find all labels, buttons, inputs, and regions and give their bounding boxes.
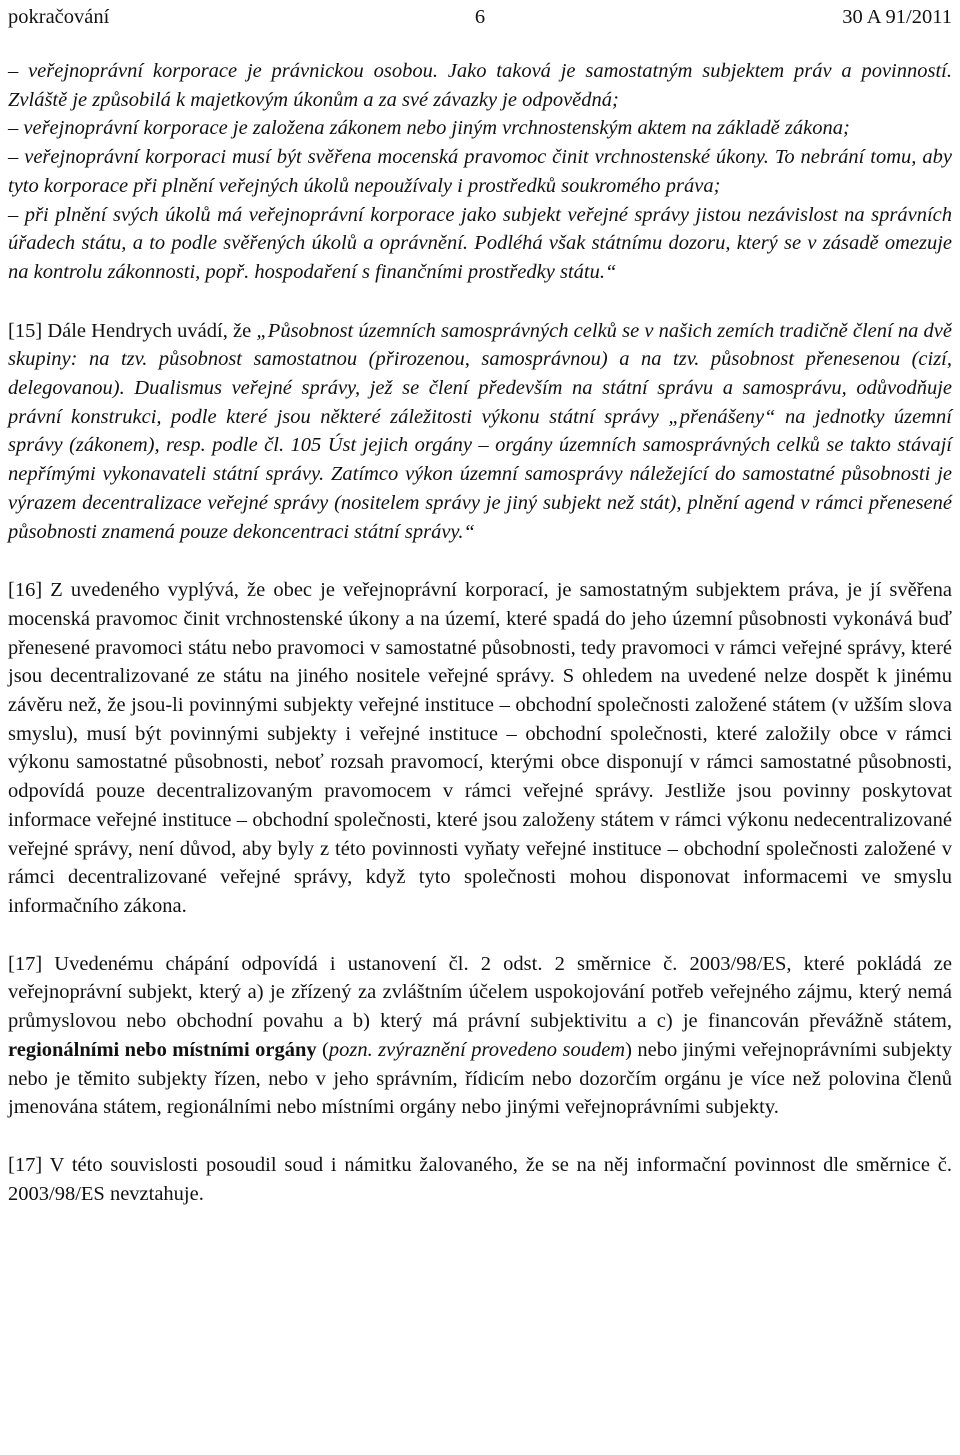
quote-item-4: – při plnění svých úkolů má veřejnoprávní korporace jako subjekt veřejné správy jistou nezávislost na správních úřadech státu, a to podle svěřených úkolů a oprávnění. Podléhá však státnímu dozoru, který se v zásadě omezuje na kontrolu zákonnosti, popř. hospodaření s finančními prostředky státu.“	[8, 203, 952, 283]
quote-item-1: – veřejnoprávní korporace je právnickou osobou. Jako taková je samostatným subjektem práv a povinností. Zvláště je způsobilá k majetkovým úkonům a za své závazky je odpovědná;	[8, 60, 952, 111]
page-header	[8, 2, 952, 32]
paragraph-17a-text-2: (	[316, 1038, 329, 1061]
paragraph-15	[8, 317, 952, 547]
paragraph-17a-court-note: pozn. zvýraznění provedeno soudem	[328, 1038, 626, 1061]
paragraph-15-intro: [15] Dále Hendrych uvádí, že	[8, 319, 257, 342]
paragraph-17b: [17] V této souvislosti posoudil soud i námitku žalovaného, že se na něj informační povinnost dle směrnice č. 2003/98/ES nevztahuje.	[8, 1153, 952, 1205]
paragraph-15-quote: „Působnost územních samosprávných celků se v našich zemích tradičně člení na dvě skupiny: na tzv. působnost samostatnou (přirozenou, samosprávnou) a na tzv. působnost přenesenou (cizí, delegovanou). Dualismus veřejné správy, jež se člení především na státní správu a samosprávu, odůvodňuje právní konstrukci, podle které jsou některé záležitosti výkonu státní správy „přenášeny“ na jednotky územní správy (zákonem), resp. podle čl. 105 Úst jejich orgány – orgány územních samosprávných celků se takto stávají nepřímými vykonavateli státní správy. Zatímco výkon územní samosprávy náležející do samostatné působnosti je výrazem decentralizace veřejné správy (nositelem správy je jiný subjekt než stát), plnění agend v rámci přenesené působnosti znamená pouze dekoncentraci státní správy.“	[8, 319, 952, 543]
case-number: 30 A 91/2011	[842, 6, 952, 28]
quoted-characteristics	[8, 57, 952, 287]
quote-item-3: – veřejnoprávní korporaci musí být svěřena mocenská pravomoc činit vrchnostenské úkony. To nebrání tomu, aby tyto korporace při plnění veřejných úkolů nepoužívaly i prostředků soukromého práva;	[8, 146, 952, 197]
paragraph-17a	[8, 950, 952, 1122]
header-continuation: pokračování	[8, 6, 110, 28]
document-body	[8, 57, 952, 1208]
paragraph-17a-text-3: ) nebo jinými veřejnoprávními subjekty nebo je těmito subjekty řízen, nebo v jeho správním, řídicím nebo dozorčím orgánu je více než polovina členů jmenována státem, regionálními nebo místními orgány nebo jinými veřejnoprávními subjekty.	[8, 1038, 952, 1119]
paragraph-16: [16] Z uvedeného vyplývá, že obec je veřejnoprávní korporací, je samostatným subjektem práva, je jí svěřena mocenská pravomoc činit vrchnostenské úkony a na území, které spadá do jeho územní působnosti vykonává buď přenesené pravomoci státu nebo pravomoci v samostatné působnosti, tedy pravomoci v rámci veřejné správy, které jsou decentralizované ze státu na jiného nositele veřejné správy. S ohledem na uvedené nelze dospět k jinému závěru než, že jsou-li povinnými subjekty veřejné instituce – obchodní společnosti založené státem (v užším slova smyslu), musí být povinnými subjekty i veřejné instituce – obchodní společnosti, které založily obce v rámci výkonu samostatné působnosti, neboť rozsah pravomocí, kterými obce disponují v rámci samostatné působnosti, odpovídá pouze decentralizovaným pravomocem v rámci veřejné správy. Jestliže jsou povinny poskytovat informace veřejné instituce – obchodní společnosti, které jsou založeny státem v rámci výkonu nedecentralizované veřejné správy, není důvod, aby byly z této povinnosti vyňaty veřejné instituce – obchodní společnosti založené v rámci decentralizované veřejné správy, když tyto společnosti mohou disponovat informacemi ve smyslu informačního zákona.	[8, 579, 952, 917]
quote-item-2: – veřejnoprávní korporace je založena zákonem nebo jiným vrchnostenským aktem na základě zákona;	[8, 117, 850, 140]
page-number: 6	[474, 6, 486, 28]
paragraph-17a-emphasis: regionálními nebo místními orgány	[8, 1038, 317, 1061]
paragraph-17a-text-1: [17] Uvedenému chápání odpovídá i ustanovení čl. 2 odst. 2 směrnice č. 2003/98/ES, které pokládá ze veřejnoprávní subjekt, který a) je zřízený za zvláštním účelem uspokojování potřeb veřejného zájmu, který nemá průmyslovou nebo obchodní povahu a b) který má právní subjektivitu a c) je financován převážně státem,	[8, 952, 952, 1033]
